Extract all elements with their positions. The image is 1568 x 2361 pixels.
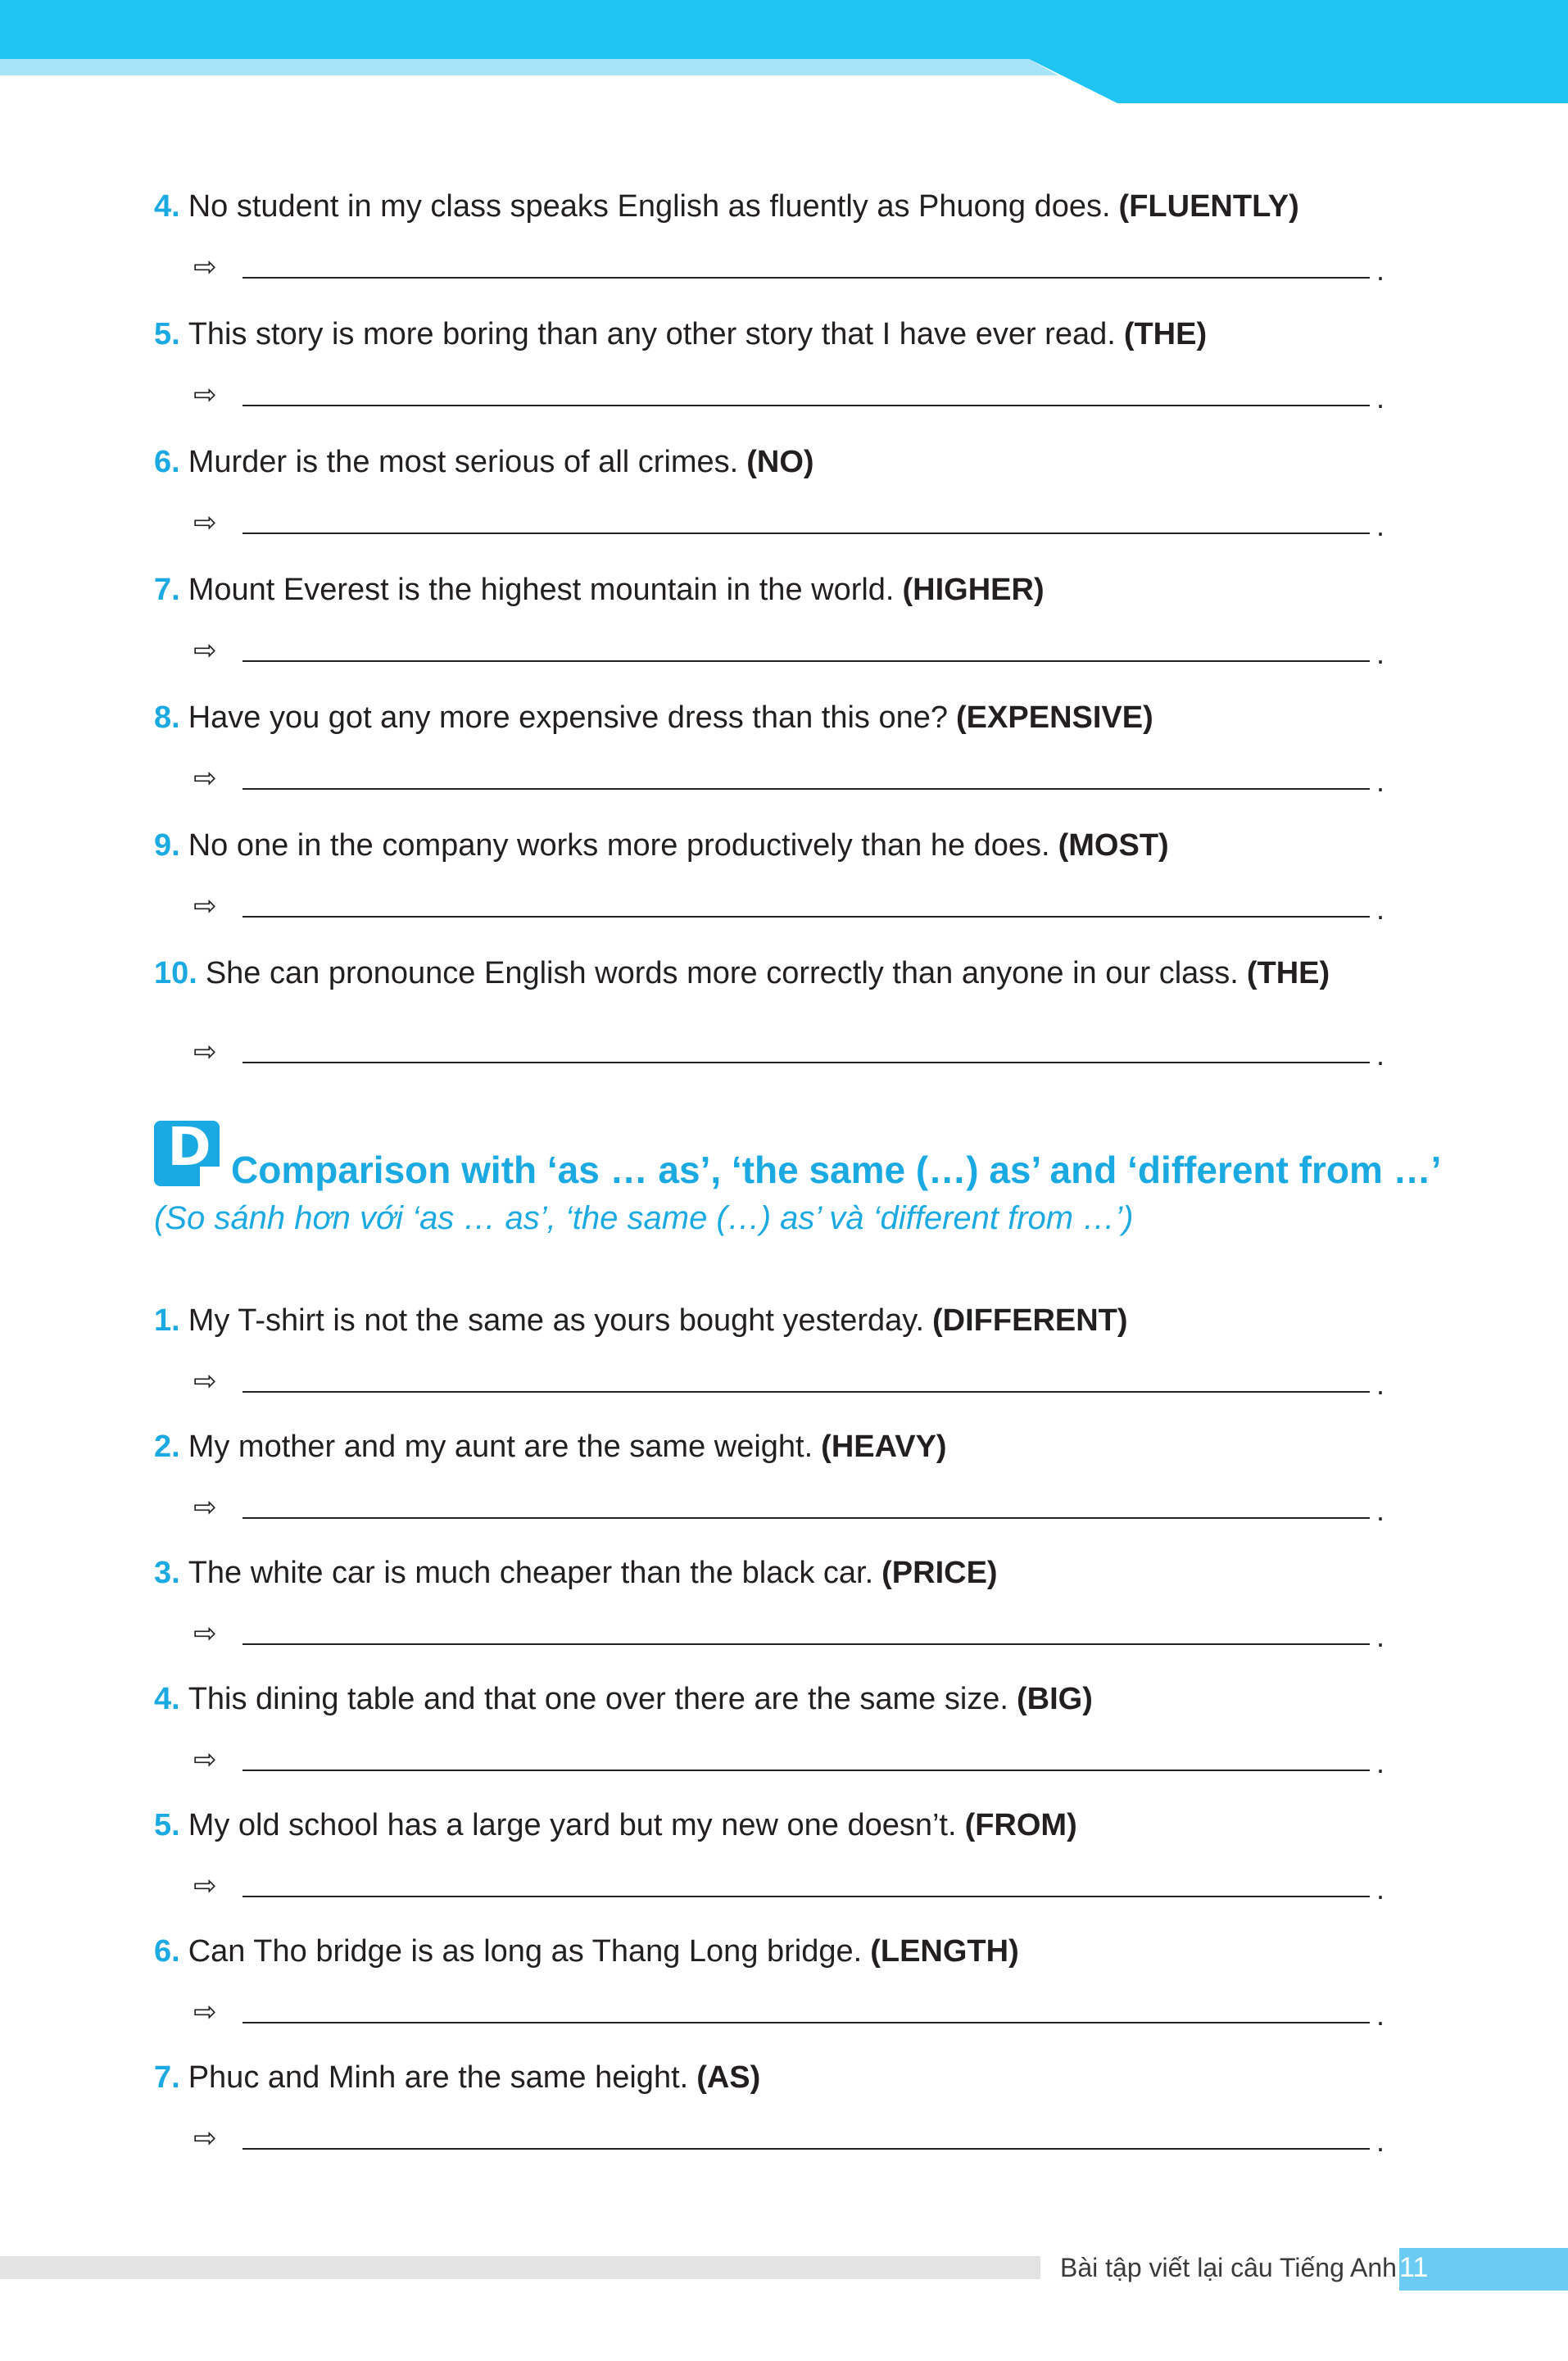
arrow-icon: ⇨ (193, 379, 217, 410)
arrow-icon: ⇨ (193, 890, 217, 922)
question-text: No student in my class speaks English as fluently as Phuong does. (188, 189, 1111, 224)
arrow-icon: ⇨ (193, 1366, 217, 1397)
question-keyword: (AS) (696, 2060, 761, 2095)
question-number: 2. (154, 1430, 180, 1464)
question-number: 9. (154, 828, 180, 863)
answer-blank[interactable] (242, 660, 1370, 662)
question-keyword: (THE) (1246, 956, 1330, 990)
answer-blank[interactable] (242, 1770, 1370, 1771)
question-number: 3. (154, 1556, 180, 1590)
answer-blank[interactable] (242, 405, 1370, 406)
question-keyword: (HIGHER) (902, 573, 1045, 607)
c-answer-line-4[interactable] (193, 637, 1389, 670)
arrow-icon: ⇨ (193, 1036, 217, 1067)
arrow-icon: ⇨ (193, 507, 217, 538)
answer-blank[interactable] (242, 788, 1370, 790)
question-number: 5. (154, 1808, 180, 1842)
answer-period: . (1376, 764, 1385, 798)
answer-blank[interactable] (242, 1062, 1370, 1063)
question-text: My mother and my aunt are the same weight. (188, 1430, 813, 1464)
question-number: 6. (154, 1934, 180, 1969)
answer-blank[interactable] (242, 2022, 1370, 2023)
header-band (0, 0, 1568, 103)
c-question-6 (154, 826, 1169, 865)
answer-blank[interactable] (242, 916, 1370, 918)
question-text: This story is more boring than any other story that I have ever read. (188, 317, 1116, 351)
question-keyword: (MOST) (1058, 828, 1169, 863)
section-d-subtitle: (So sánh hơn với ‘as … as’, ‘the same (…) as’ và ‘different from …’) (154, 1200, 1134, 1236)
c-question-5 (154, 698, 1153, 737)
question-keyword: (BIG) (1016, 1682, 1093, 1716)
answer-period: . (1376, 2124, 1385, 2158)
answer-blank[interactable] (242, 1643, 1370, 1645)
c-question-7 (154, 954, 1330, 993)
question-keyword: (LENGTH) (870, 1934, 1019, 1969)
question-text: My T-shirt is not the same as yours bought yesterday. (188, 1303, 925, 1338)
d-answer-line-2[interactable] (193, 1494, 1389, 1527)
question-keyword: (THE) (1123, 317, 1208, 351)
d-answer-line-6[interactable] (193, 1996, 1389, 2032)
question-keyword: (HEAVY) (821, 1430, 947, 1464)
answer-period: . (1376, 892, 1385, 926)
question-number: 8. (154, 700, 180, 735)
answer-blank[interactable] (242, 1391, 1370, 1393)
question-text: Can Tho bridge is as long as Thang Long bridge. (188, 1934, 863, 1969)
c-answer-line-2[interactable] (193, 379, 1389, 415)
question-number: 4. (154, 1682, 180, 1716)
c-question-4 (154, 570, 1045, 610)
arrow-icon: ⇨ (193, 1996, 217, 2028)
d-answer-line-3[interactable] (193, 1620, 1389, 1653)
answer-period: . (1376, 253, 1385, 287)
d-question-3 (154, 1553, 998, 1593)
arrow-icon: ⇨ (193, 2123, 217, 2154)
c-answer-line-5[interactable] (193, 765, 1389, 798)
arrow-icon: ⇨ (193, 1618, 217, 1649)
question-text: Phuc and Minh are the same height. (188, 2060, 689, 2095)
arrow-icon: ⇨ (193, 1492, 217, 1523)
d-question-5 (154, 1806, 1077, 1845)
question-number: 4. (154, 189, 180, 224)
section-d-title: Comparison with ‘as … as’, ‘the same (…) as’ and ‘different from …’ (231, 1149, 1442, 1191)
answer-blank[interactable] (242, 532, 1370, 534)
answer-period: . (1376, 1872, 1385, 1906)
answer-period: . (1376, 1620, 1385, 1653)
question-number: 6. (154, 445, 180, 479)
answer-period: . (1376, 1998, 1385, 2032)
answer-period: . (1376, 1493, 1385, 1527)
question-text: She can pronounce English words more correctly than anyone in our class. (205, 956, 1239, 990)
c-answer-line-6[interactable] (193, 890, 1389, 926)
d-answer-line-4[interactable] (193, 1744, 1389, 1779)
d-question-1 (154, 1301, 1128, 1340)
arrow-icon: ⇨ (193, 635, 217, 666)
c-question-1 (154, 187, 1299, 226)
question-keyword: (NO) (746, 445, 814, 479)
question-text: No one in the company works more productively than he does. (188, 828, 1050, 863)
question-keyword: (DIFFERENT) (932, 1303, 1128, 1338)
d-answer-line-5[interactable] (193, 1870, 1389, 1906)
question-number: 7. (154, 2060, 180, 2095)
answer-period: . (1376, 1367, 1385, 1401)
answer-blank[interactable] (242, 277, 1370, 279)
arrow-icon: ⇨ (193, 1744, 217, 1775)
arrow-icon: ⇨ (193, 1870, 217, 1901)
d-answer-line-1[interactable] (193, 1368, 1389, 1401)
question-number: 7. (154, 573, 180, 607)
c-answer-line-3[interactable] (193, 507, 1389, 542)
question-text: Mount Everest is the highest mountain in the world. (188, 573, 895, 607)
arrow-icon: ⇨ (193, 252, 217, 283)
c-answer-line-7[interactable] (193, 1036, 1389, 1072)
question-keyword: (PRICE) (881, 1556, 998, 1590)
d-question-4 (154, 1679, 1093, 1719)
d-question-2 (154, 1427, 947, 1466)
answer-blank[interactable] (242, 1517, 1370, 1519)
page-number: 11 (1399, 2252, 1429, 2283)
d-question-7 (154, 2058, 760, 2097)
answer-period: . (1376, 381, 1385, 415)
answer-period: . (1376, 1038, 1385, 1072)
section-d-letter: D (167, 1117, 211, 1178)
c-question-2 (154, 315, 1207, 354)
question-number: 10. (154, 956, 197, 990)
answer-blank[interactable] (242, 2148, 1370, 2150)
answer-blank[interactable] (242, 1896, 1370, 1897)
question-number: 5. (154, 317, 180, 351)
question-keyword: (FROM) (964, 1808, 1077, 1842)
c-answer-line-1[interactable] (193, 254, 1389, 287)
d-answer-line-7[interactable] (193, 2125, 1389, 2158)
question-text: Have you got any more expensive dress than this one? (188, 700, 949, 735)
c-question-3 (154, 442, 814, 482)
question-text: This dining table and that one over there are the same size. (188, 1682, 1008, 1716)
answer-period: . (1376, 1746, 1385, 1779)
question-text: My old school has a large yard but my new one doesn’t. (188, 1808, 957, 1842)
question-number: 1. (154, 1303, 180, 1338)
question-text: Murder is the most serious of all crimes. (188, 445, 739, 479)
answer-period: . (1376, 637, 1385, 670)
question-keyword: (EXPENSIVE) (956, 700, 1153, 735)
question-keyword: (FLUENTLY) (1118, 189, 1299, 224)
question-text: The white car is much cheaper than the black car. (188, 1556, 874, 1590)
arrow-icon: ⇨ (193, 763, 217, 794)
d-question-6 (154, 1932, 1019, 1971)
answer-period: . (1376, 509, 1385, 542)
footer-book-title: Bài tập viết lại câu Tiếng Anh (1060, 2253, 1397, 2282)
